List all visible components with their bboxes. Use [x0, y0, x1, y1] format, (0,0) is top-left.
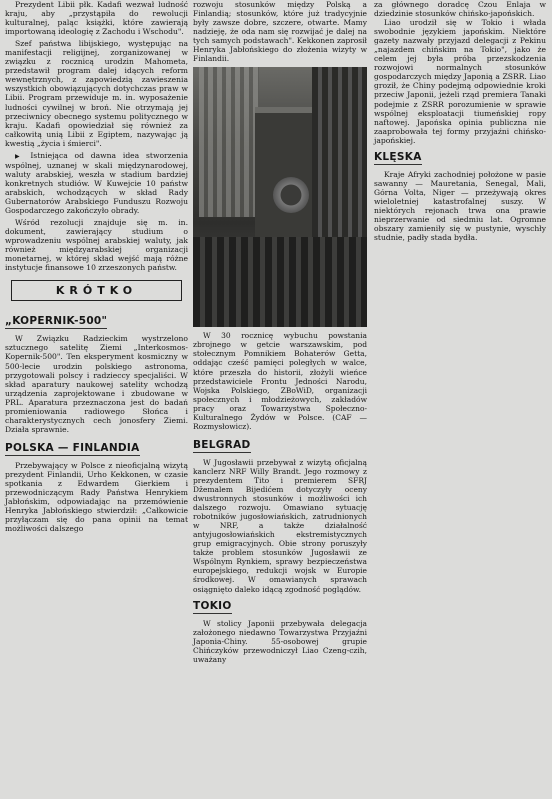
kleska-heading: KLĘSKA [374, 150, 422, 163]
libya-paragraph-2: Szef państwa libijskiego, występując na manifestacji religijnej, zorganizowanej w związku z rocznicą urodzin Mahometa, przedstawił program dalej idących reform wewnętrznych, z zapowiedzią zawieszenia wszystkich obowiązujących dotychczas praw w Libii. Program przewiduje m. in. wyposażenie ludności cywilnej w broń. Nie otrzymają jej przeciwnicy obecnego systemu politycznego w kraju. Kadafi opowiedział się również za całkowitą unią Libii z Egiptem, nazywając ją kwestią „życia i śmierci". [5, 39, 188, 148]
tokio-paragraph: W stolicy Japonii przebywała delegacja założonego niedawno Towarzystwa Przyjaźni Japonia-Chiny. 55-osobowej grupie Chińczyków przewodniczył Liao Czeng-czih, uważany [193, 618, 367, 664]
krotko-section-box: KRÓTKO [11, 280, 182, 301]
arab-resolution-paragraph: Wśród rezolucji znajduje się m. in. dokument, zawierający studium o wprowadzeniu wspólnej arabskiej waluty, jak również międzyarabskiej organizacji monetarnej, w której skład wejść mają różne instytucje finansowe 10 zrzeszonych państw. [5, 218, 188, 273]
polska-finlandia-paragraph: Przebywający w Polsce z nieoficjalną wizytą prezydent Finlandii, Urho Kekkonen, w czasie spotkania z Edwardem Gierkiem i przewodniczącym Rady Państwa Henrykiem Jabłońskim, odpowiadając na przemówienie Henryka Jabłońskiego stwierdził: „Całkowicie przyłączam się do pana opinii na temat możliwości dalszego [5, 460, 188, 534]
finland-continuation-paragraph: rozwoju stosunków między Polską a Finlandią; stosunków, które już tradycyjnie były zawsze dobre, szczere, otwarte. Mamy nadzieję, że oda nam się rozwijać je dalej na tych samych podstawach". Kekkonen zaprosił Henryka Jabłońskiego do złożenia wizyty w Finlandii. [193, 0, 367, 64]
belgrad-paragraph: W Jugosławii przebywał z wizytą oficjalną kanclerz NRF Willy Brandt. Jego rozmowy z prezydentem Tito i premierem SFRJ Džemalem Bijedićem dotyczyły oceny dwustronnych stosunków i możliwości ich dalszego rozwoju. Omawiano sytuację robotników jugosłowiańskich, zatrudnionych w NRF, a także działalność antyjugosłowiańskich ekstremistycznych grup emigracyjnych. Obie strony poruszyły także problem stosunków Jugosławii ze Wspólnym Rynkiem, sprawy bezpieczeństwa europejskiego, redukcji wojsk w Europie środkowej. W omawianych sprawach osiągnięto daleko idącą zgodność poglądów. [193, 457, 367, 594]
belgrad-heading: BELGRAD [193, 438, 251, 451]
liao-paragraph: Liao urodził się w Tokio i włada swobodnie językiem japońskim. Niektóre gazety nazwały przyjazd delegacji z Pekinu „najazdem chińskim na Tokio", jako że celem jej była próba przezskodzenia rozwojowi normalnych stosunków gospodarczych między Japonią a ZSRR. Liao groził, że Chiny podejmą odpowiednie kroki przeciw Japonii, jeżeli rząd premiera Tanaki podejmie z ZSRR porozumienie w sprawie wspólnej eksploatacji tiumeńskiej ropy naftowej. Japońska opinia publiczna nie zaaprobowała tej formy przyjaźni chińsko-japońskiej. [374, 18, 546, 145]
column-1 [5, 0, 188, 533]
tokio-continuation-paragraph: za głównego doradcę Czou Enlaja w dziedzinie stosunków chińsko-japońskich. [374, 0, 546, 19]
ghetto-monument-photo [193, 67, 367, 327]
column-3 [374, 0, 546, 242]
photo-building [199, 67, 259, 217]
arab-currency-paragraph: ▶ Istniejąca od dawna idea stworzenia wspólnej, uznanej w skali międzynarodowej, waluty arabskiej, weszła w stadium bardziej konkretnych studiów. W Kuwejcie 10 państw arabskich, wchodzących w skład Rady Gubernatorów Arabskiego Funduszu Rozwoju Gospodarczego zakończyło obrady. [5, 151, 188, 215]
kleska-paragraph: Kraje Afryki zachodniej położone w pasie sawanny — Mauretania, Senegal, Mali, Górna Volta, Niger — przeżywają okres wieloletniej katastrofalnej suszy. W niektórych rejonach trwa ona prawie nieprzerwanie od siedmiu lat. Ogromne obszary zamieniły się w pustynie, wyschły studnie, padły stada bydła. [374, 169, 546, 243]
photo-caption: W 30 rocznicę wybuchu powstania zbrojnego w getcie warszawskim, pod stołecznym Pomnikiem Bohaterów Getta, oddając cześć pamięci poległych w walce, które przeszła do historii, złożyli wieńce przedstawiciele Frontu Jedności Narodu, Wojska Polskiego, ZBoWiD, organizacji społecznych i młodzieżowych, zakładów pracy oraz Towarzystwa Społeczno-Kulturalnego Żydów w Polsce. (CAF — Rozmysłowicz). [193, 331, 367, 431]
polska-finlandia-heading: POLSKA — FINLANDIA [5, 441, 140, 454]
kopernik-heading: „KOPERNIK-500" [5, 315, 108, 328]
tokio-heading: TOKIO [193, 599, 232, 612]
kopernik-paragraph: W Związku Radzieckim wystrzelono sztucznego satelitę Ziemi „Interkosmos-Kopernik-500". Ten eksperyment kosmiczny w 500-lecie urodzin polskiego astronoma, przygotowali polscy i radzieccy specjaliści. W skład aparatury naukowej satelity wchodzą urządzenia zaprojektowane i zbudowane w PRL. Aparatura przeznaczona jest do badań promieniowania radiowego Słońca i charakterystycznych cech jonosfery Ziemi. Działa sprawnie. [5, 334, 188, 434]
column-2 [193, 0, 367, 664]
libya-paragraph-1: Prezydent Libii płk. Kadafi wezwał ludność kraju, aby „przystąpiła do rewolucji kulturalnej, paląc książki, które zawierają importowaną ideologię z Zachodu i Wschodu". [5, 0, 188, 37]
photo-crowd [193, 237, 367, 327]
